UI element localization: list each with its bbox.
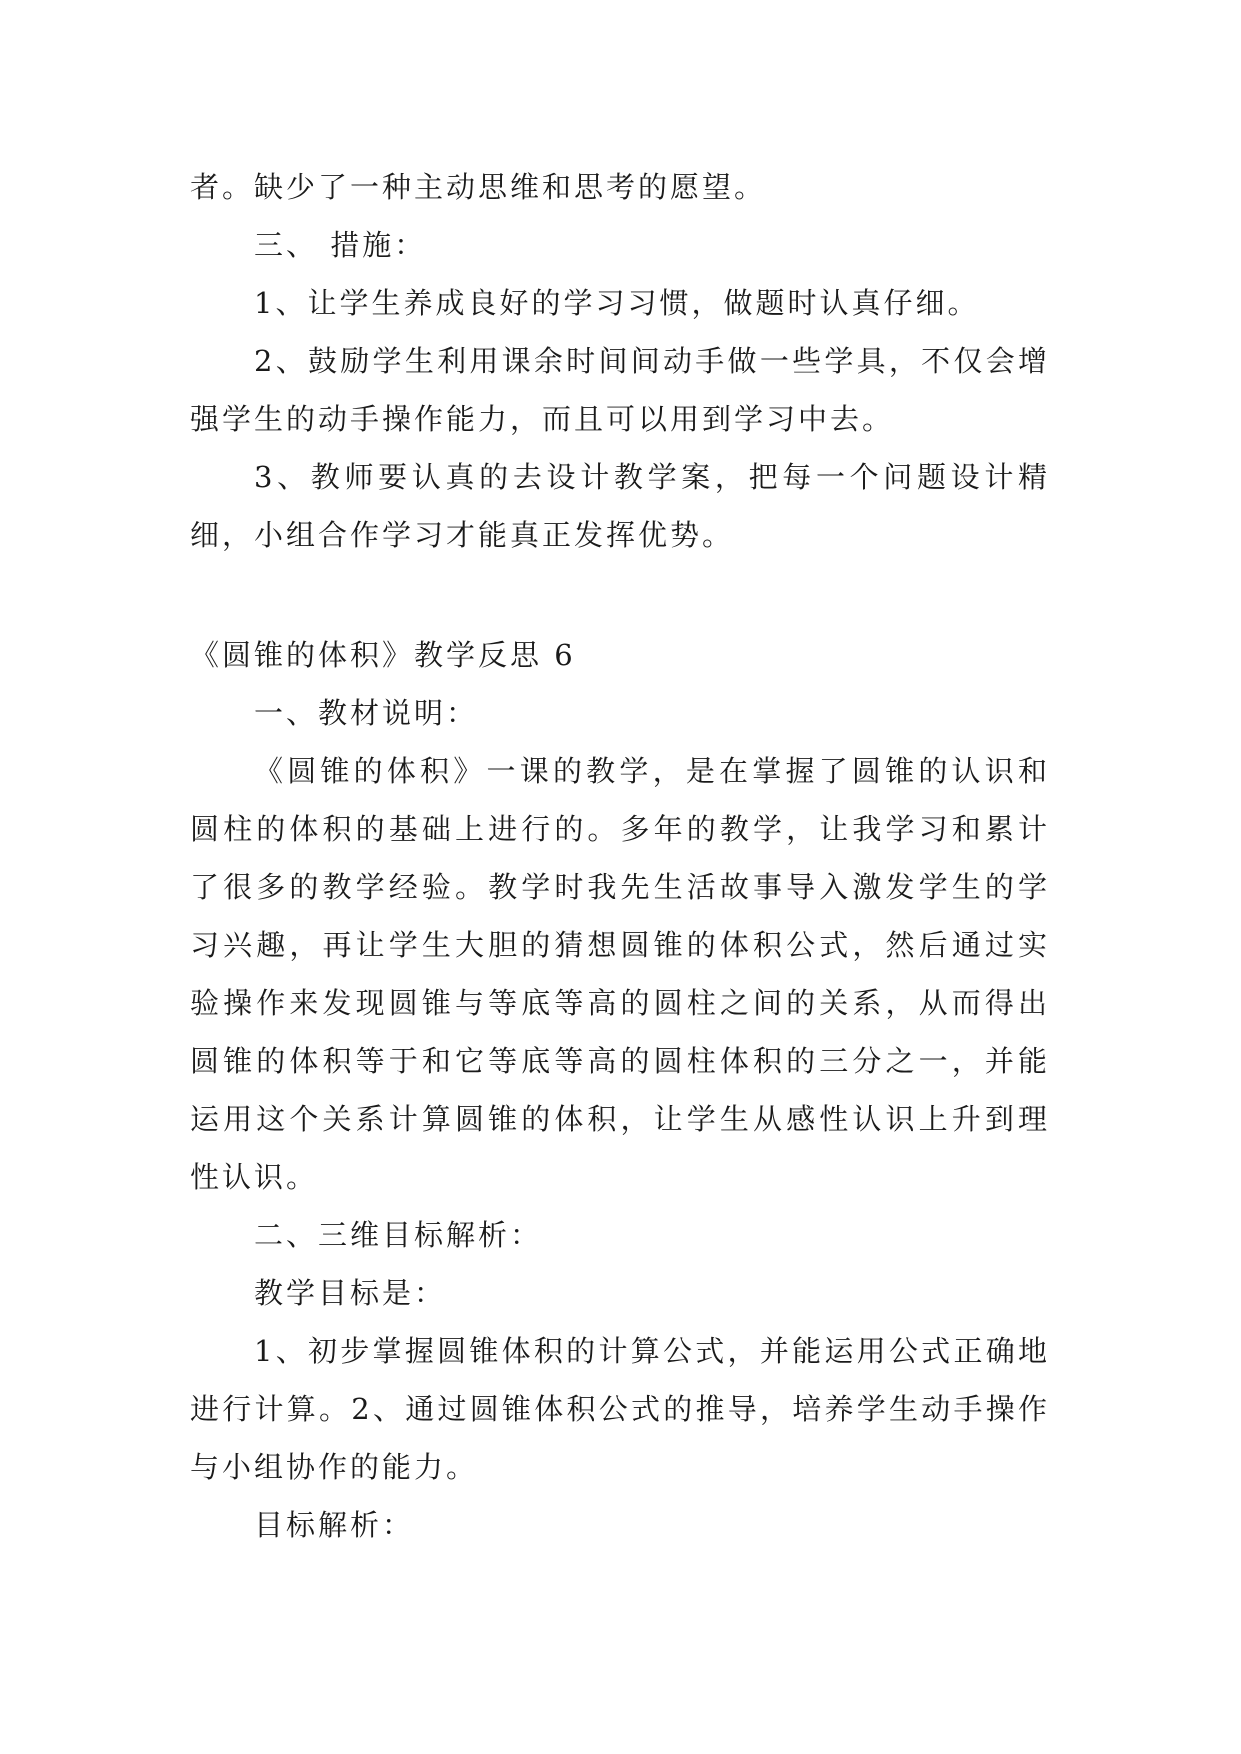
paragraph-textbook-description: 《圆锥的体积》一课的教学，是在掌握了圆锥的认识和圆柱的体积的基础上进行的。多年的教学，让我学习和累计了很多的教学经验。教学时我先生活故事导入激发学生的学习兴趣，再让学生大胆的猜想圆锥的体积公式，然后通过实验操作来发现圆锥与等底等高的圆柱之间的关系，从而得出圆锥的体积等于和它等底等高的圆柱体积的三分之一，并能运用这个关系计算圆锥的体积，让学生从感性认识上升到理性认识。 [190, 754, 1050, 1194]
previous-section-continuation [190, 158, 1050, 564]
measure-item-2: 2、鼓励学生利用课余时间间动手做一些学具，不仅会增强学生的动手操作能力，而且可以用到学习中去。 [190, 344, 1050, 436]
heading-objectives-analysis: 二、三维目标解析： [254, 1218, 543, 1252]
heading-textbook-description: 一、教材说明： [254, 696, 479, 730]
measure-item-1: 1、让学生养成良好的学习习惯，做题时认真仔细。 [254, 286, 980, 320]
heading-teaching-objectives: 教学目标是： [254, 1276, 447, 1310]
heading-objective-analysis: 目标解析： [254, 1508, 415, 1542]
heading-measures: 三、 措施： [254, 228, 427, 262]
paragraph-teaching-objectives: 1、初步掌握圆锥体积的计算公式，并能运用公式正确地进行计算。2、通过圆锥体积公式的推导，培养学生动手操作与小组协作的能力。 [190, 1334, 1050, 1484]
paragraph-continuation: 者。缺少了一种主动思维和思考的愿望。 [190, 170, 767, 204]
section-title: 《圆锥的体积》教学反思 6 [190, 638, 576, 672]
section-6 [190, 626, 1050, 1554]
measure-item-3: 3、教师要认真的去设计教学案，把每一个问题设计精细，小组合作学习才能真正发挥优势。 [190, 460, 1050, 552]
